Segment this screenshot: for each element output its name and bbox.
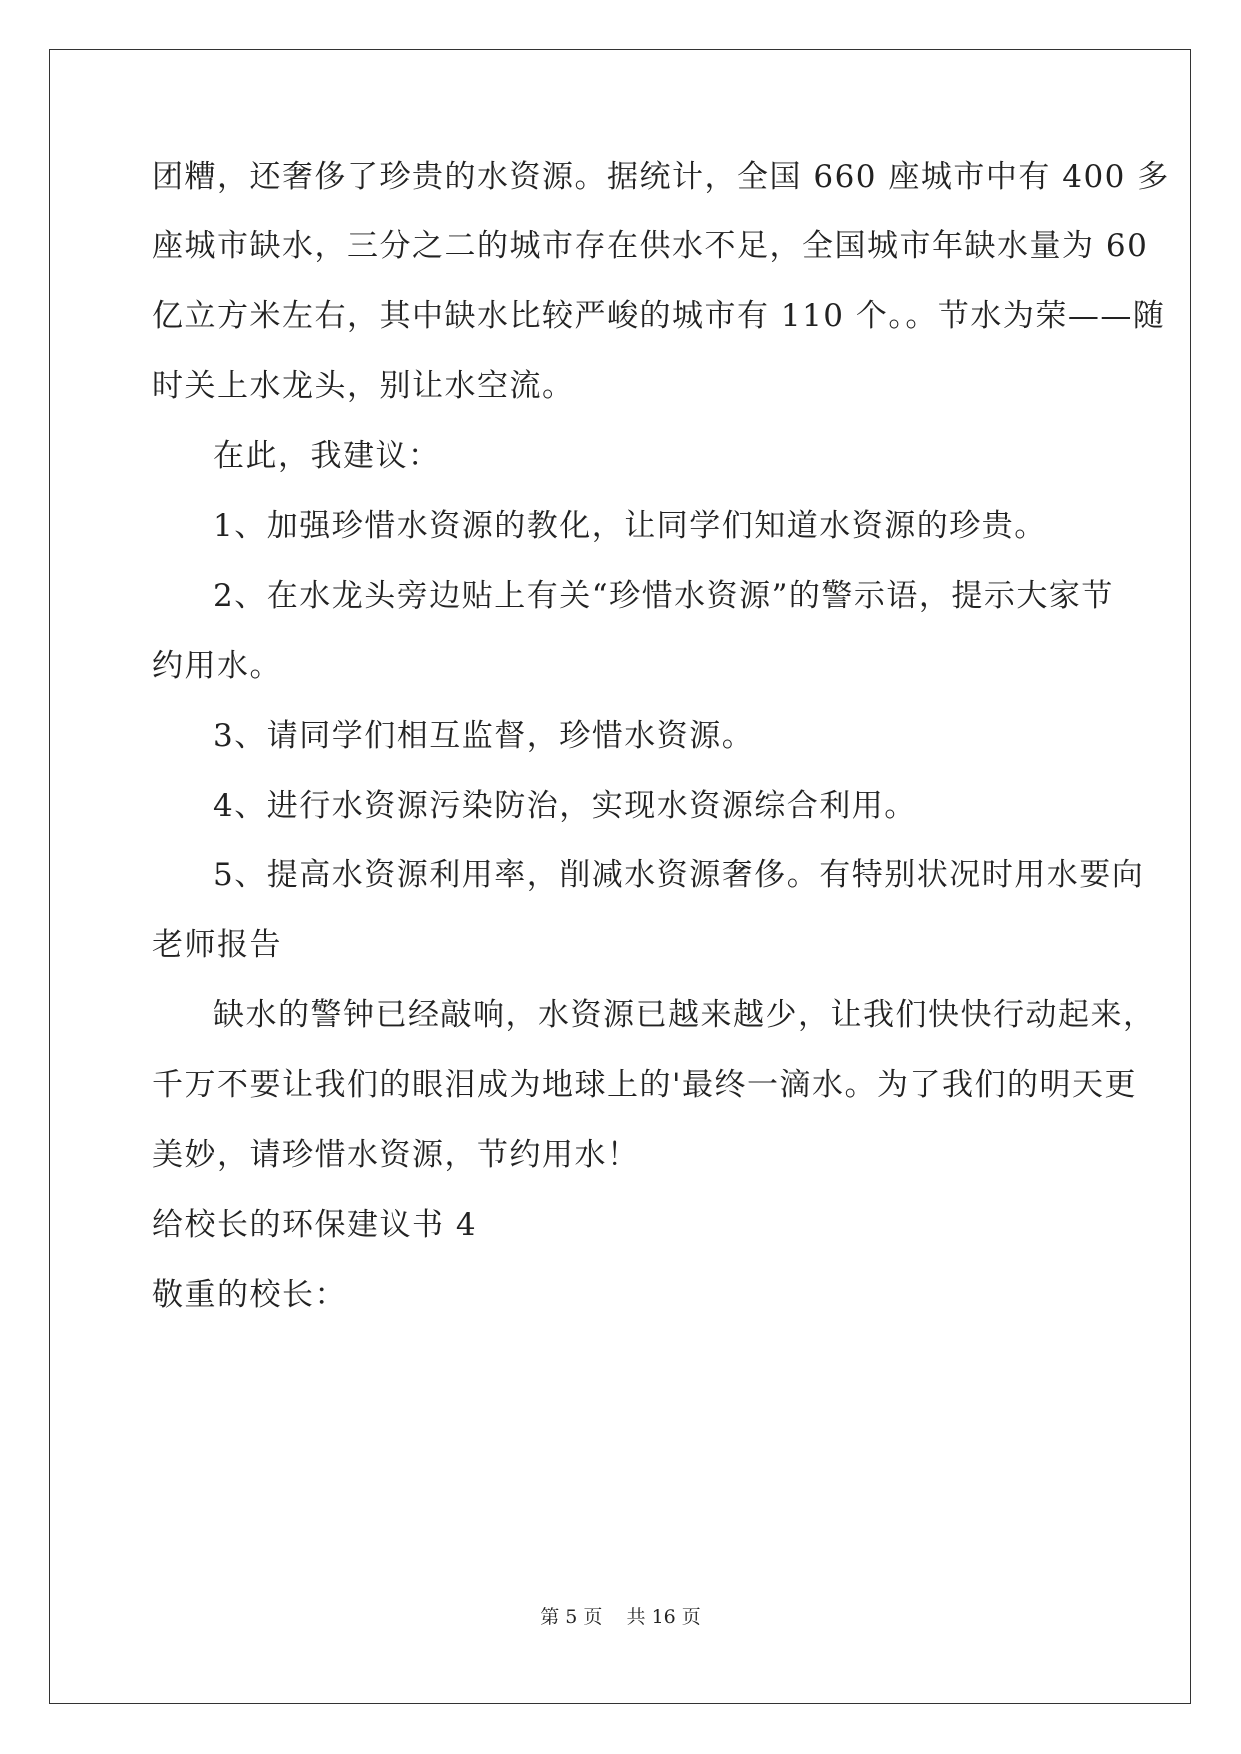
list-item: 2、在水龙头旁边贴上有关“珍惜水资源”的警示语，提示大家节 xyxy=(213,578,1114,614)
list-item: 4、进行水资源污染防治，实现水资源综合利用。 xyxy=(213,788,917,824)
body-line: 亿立方米左右，其中缺水比较严峻的城市有 110 个。。节水为荣——随 xyxy=(152,298,1166,334)
body-line: 美妙，请珍惜水资源，节约用水！ xyxy=(152,1137,640,1173)
body-line: 缺水的警钟已经敲响，水资源已越来越少，让我们快快行动起来， xyxy=(213,997,1156,1033)
body-line: 团糟，还奢侈了珍贵的水资源。据统计，全国 660 座城市中有 400 多 xyxy=(152,159,1170,195)
body-line: 时关上水龙头，别让水空流。 xyxy=(152,368,575,404)
page-number-label: 第 5 页 共 16 页 xyxy=(540,1606,701,1628)
list-item: 1、加强珍惜水资源的教化，让同学们知道水资源的珍贵。 xyxy=(213,508,1047,544)
body-line: 座城市缺水，三分之二的城市存在供水不足，全国城市年缺水量为 60 xyxy=(152,228,1149,264)
body-line: 约用水。 xyxy=(152,648,282,684)
list-item: 5、提高水资源利用率，削减水资源奢侈。有特别状况时用水要向 xyxy=(213,857,1145,893)
salutation: 敬重的校长： xyxy=(152,1277,347,1313)
body-line: 千万不要让我们的眼泪成为地球上的'最终一滴水。为了我们的明天更 xyxy=(152,1067,1138,1103)
body-line: 在此，我建议： xyxy=(213,438,441,474)
page-footer xyxy=(0,1605,1241,1629)
section-heading: 给校长的环保建议书 4 xyxy=(152,1207,478,1243)
list-item: 3、请同学们相互监督，珍惜水资源。 xyxy=(213,718,755,754)
body-line: 老师报告 xyxy=(152,927,282,963)
